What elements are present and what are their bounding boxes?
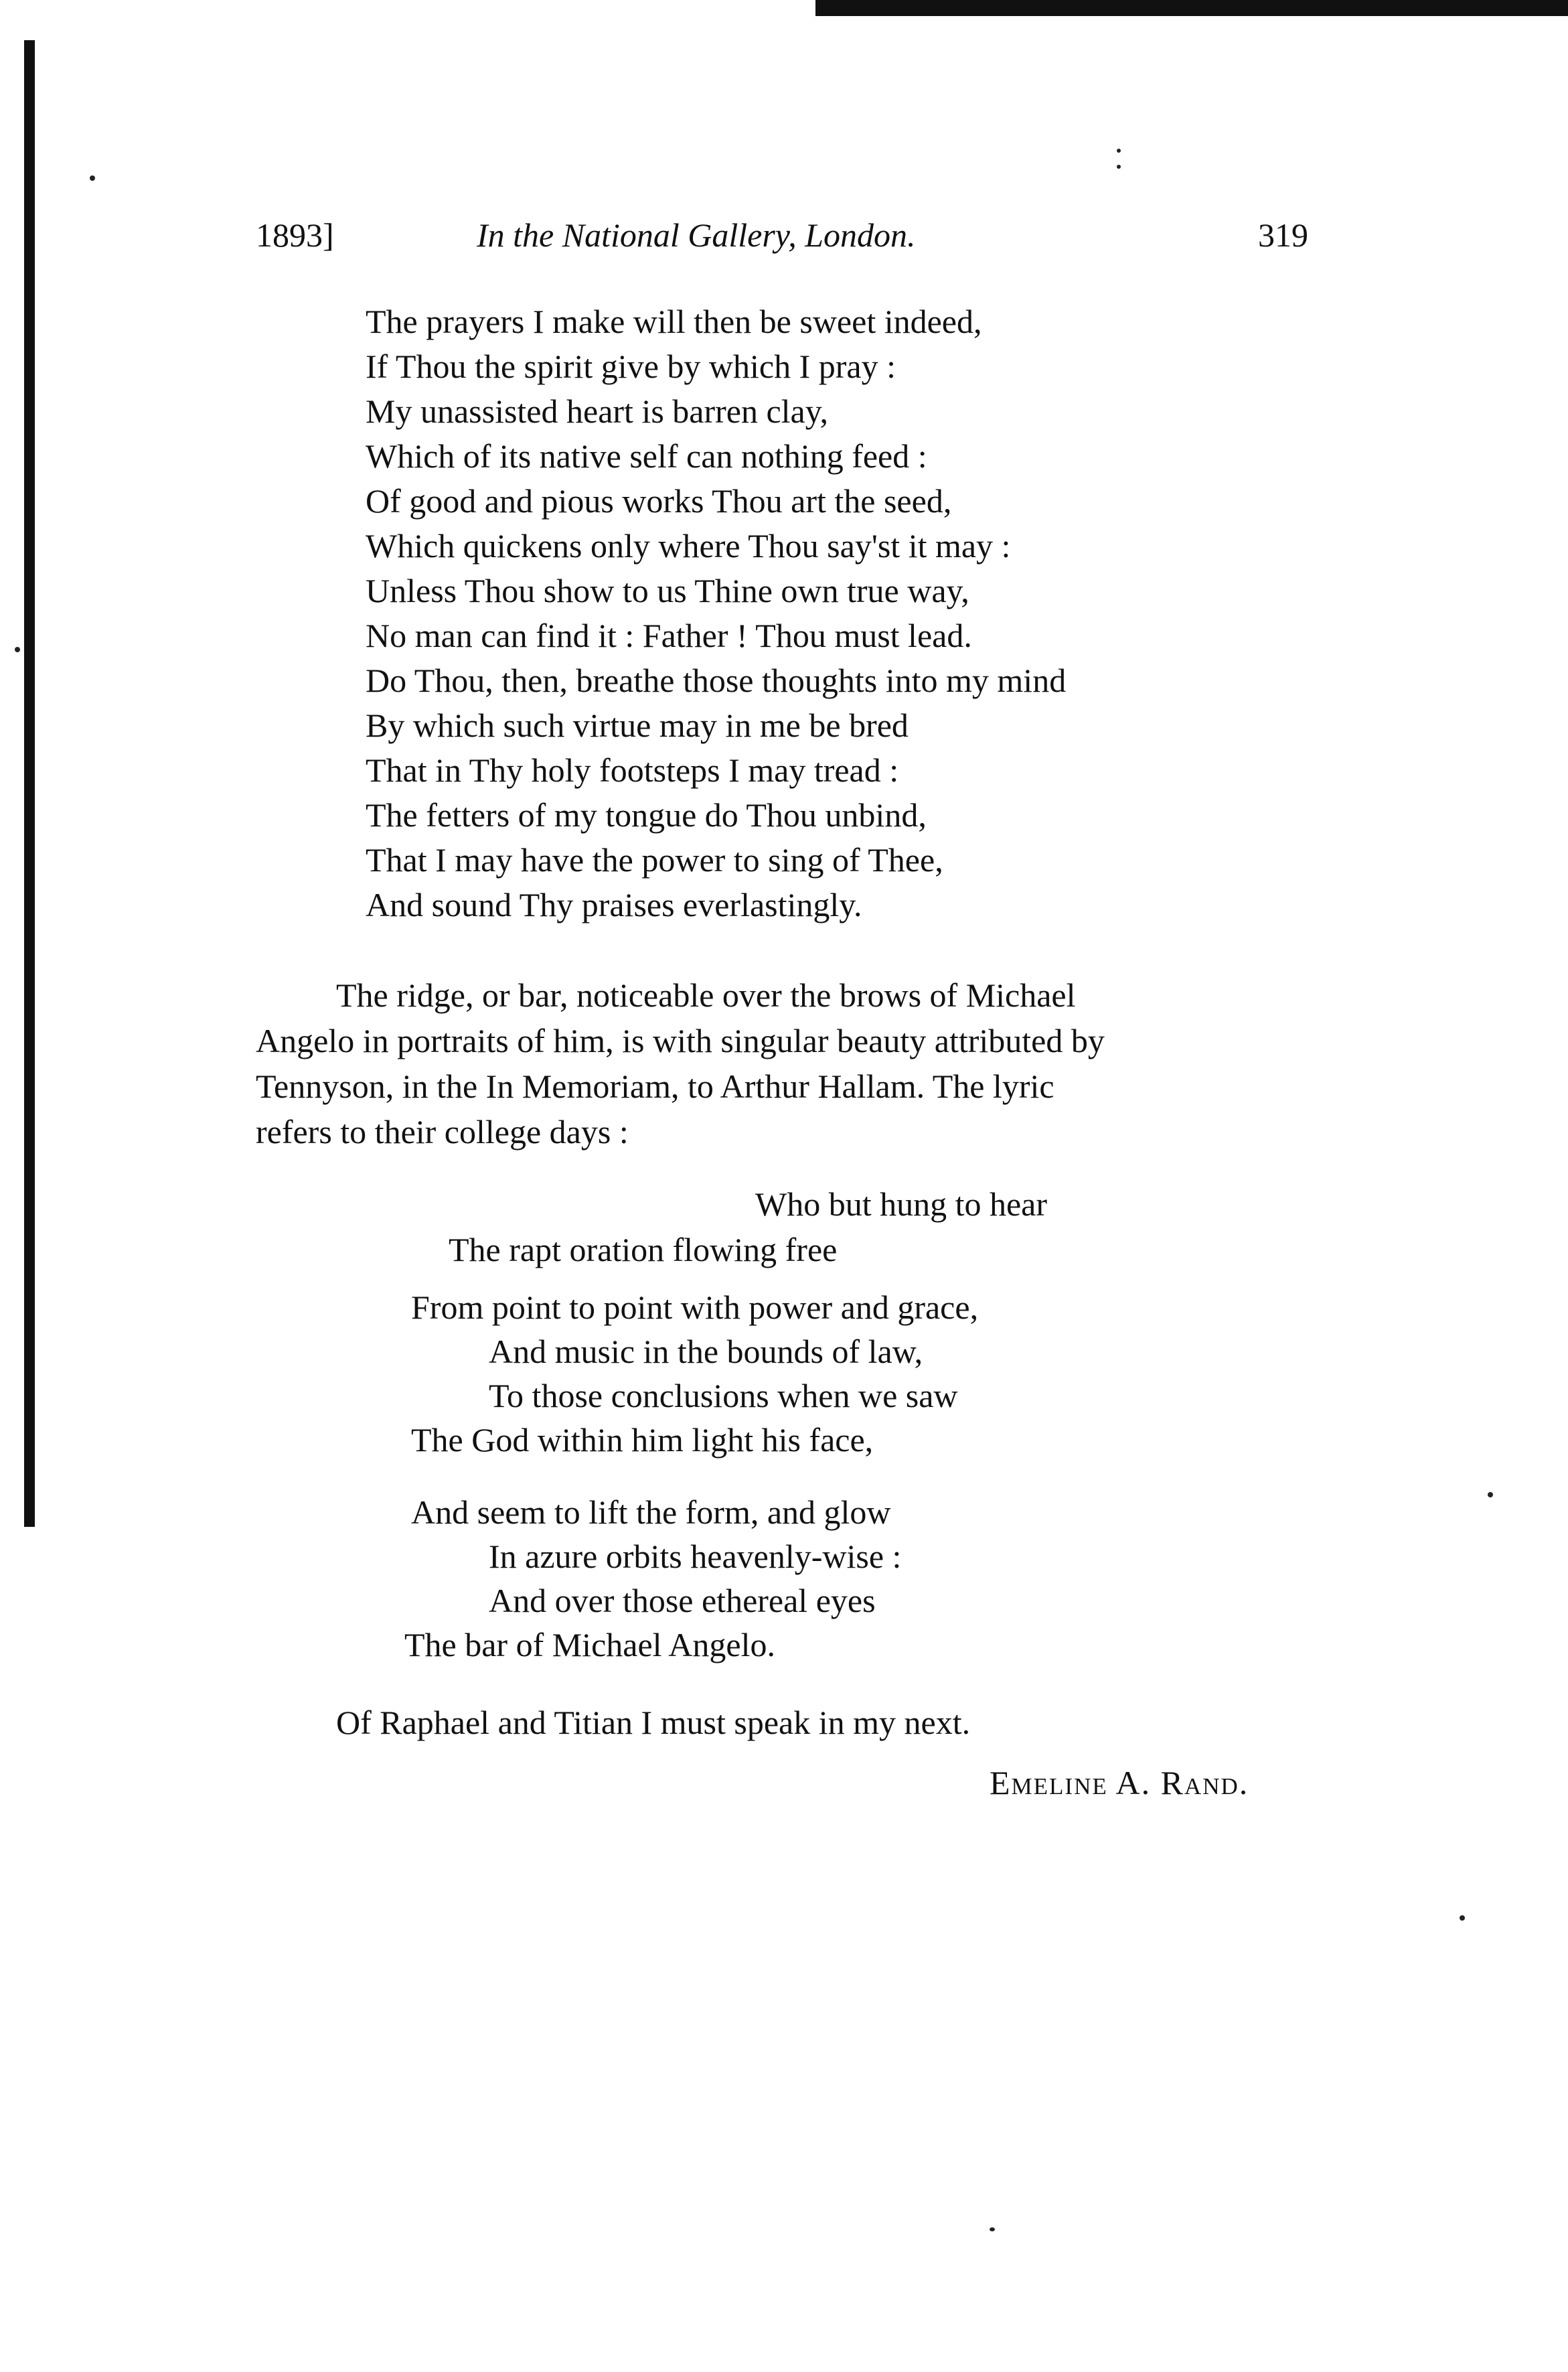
poem-line: That in Thy holy footsteps I may tread : xyxy=(366,751,899,789)
top-border-rule xyxy=(815,0,1568,16)
scan-speck xyxy=(1488,1492,1493,1497)
scan-speck xyxy=(15,647,20,652)
paragraph-line: refers to their college days : xyxy=(256,1113,629,1151)
running-head-year: 1893] xyxy=(256,216,334,254)
poem-line: Which of its native self can nothing feed : xyxy=(366,437,927,475)
page-number: 319 xyxy=(1258,216,1308,254)
poem-line: The rapt oration flowing free xyxy=(449,1231,838,1268)
running-head-title: In the National Gallery, London. xyxy=(477,216,916,254)
scan-speck xyxy=(1117,165,1121,169)
poem-line: By which such virtue may in me be bred xyxy=(366,707,909,744)
poem-line: And over those ethereal eyes xyxy=(489,1582,876,1619)
poem-line: Of good and pious works Thou art the seed, xyxy=(366,482,952,520)
poem-line: In azure orbits heavenly-wise : xyxy=(489,1538,902,1575)
poem-line: No man can find it : Father ! Thou must lead. xyxy=(366,617,972,654)
poem-line: And music in the bounds of law, xyxy=(489,1333,923,1370)
poem-line: Who but hung to hear xyxy=(755,1185,1048,1223)
scan-speck xyxy=(1117,149,1121,153)
poem-line: The prayers I make will then be sweet indeed, xyxy=(366,303,982,340)
poem-line: If Thou the spirit give by which I pray : xyxy=(366,348,896,385)
poem-line: Which quickens only where Thou say'st it may : xyxy=(366,527,1011,565)
paragraph-line: Tennyson, in the In Memoriam, to Arthur Hallam. The lyric xyxy=(256,1067,1054,1105)
poem-line: And seem to lift the form, and glow xyxy=(411,1493,891,1531)
poem-line: That I may have the power to sing of Thee, xyxy=(366,841,943,879)
poem-line: Do Thou, then, breathe those thoughts into my mind xyxy=(366,662,1067,699)
poem-line: To those conclusions when we saw xyxy=(489,1377,958,1414)
poem-line: The God within him light his face, xyxy=(411,1421,874,1459)
paragraph-line: The ridge, or bar, noticeable over the brows of Michael xyxy=(336,976,1076,1014)
paragraph-line: Angelo in portraits of him, is with singular beauty attributed by xyxy=(256,1022,1105,1059)
scan-speck xyxy=(90,175,95,181)
poem-line: And sound Thy praises everlastingly. xyxy=(366,886,862,923)
poem-line: My unassisted heart is barren clay, xyxy=(366,392,828,430)
poem-line: Unless Thou show to us Thine own true way, xyxy=(366,572,969,609)
left-border-rule xyxy=(24,40,35,1527)
poem-line: The bar of Michael Angelo. xyxy=(404,1626,775,1663)
poem-line: From point to point with power and grace, xyxy=(411,1288,979,1326)
author-signature: Emeline A. Rand. xyxy=(990,1764,1249,1801)
closing-sentence: Of Raphael and Titian I must speak in my next. xyxy=(336,1704,971,1741)
scan-speck xyxy=(990,2227,995,2231)
poem-line: The fetters of my tongue do Thou unbind, xyxy=(366,796,927,834)
scan-speck xyxy=(1460,1915,1465,1921)
running-head xyxy=(256,216,1308,263)
